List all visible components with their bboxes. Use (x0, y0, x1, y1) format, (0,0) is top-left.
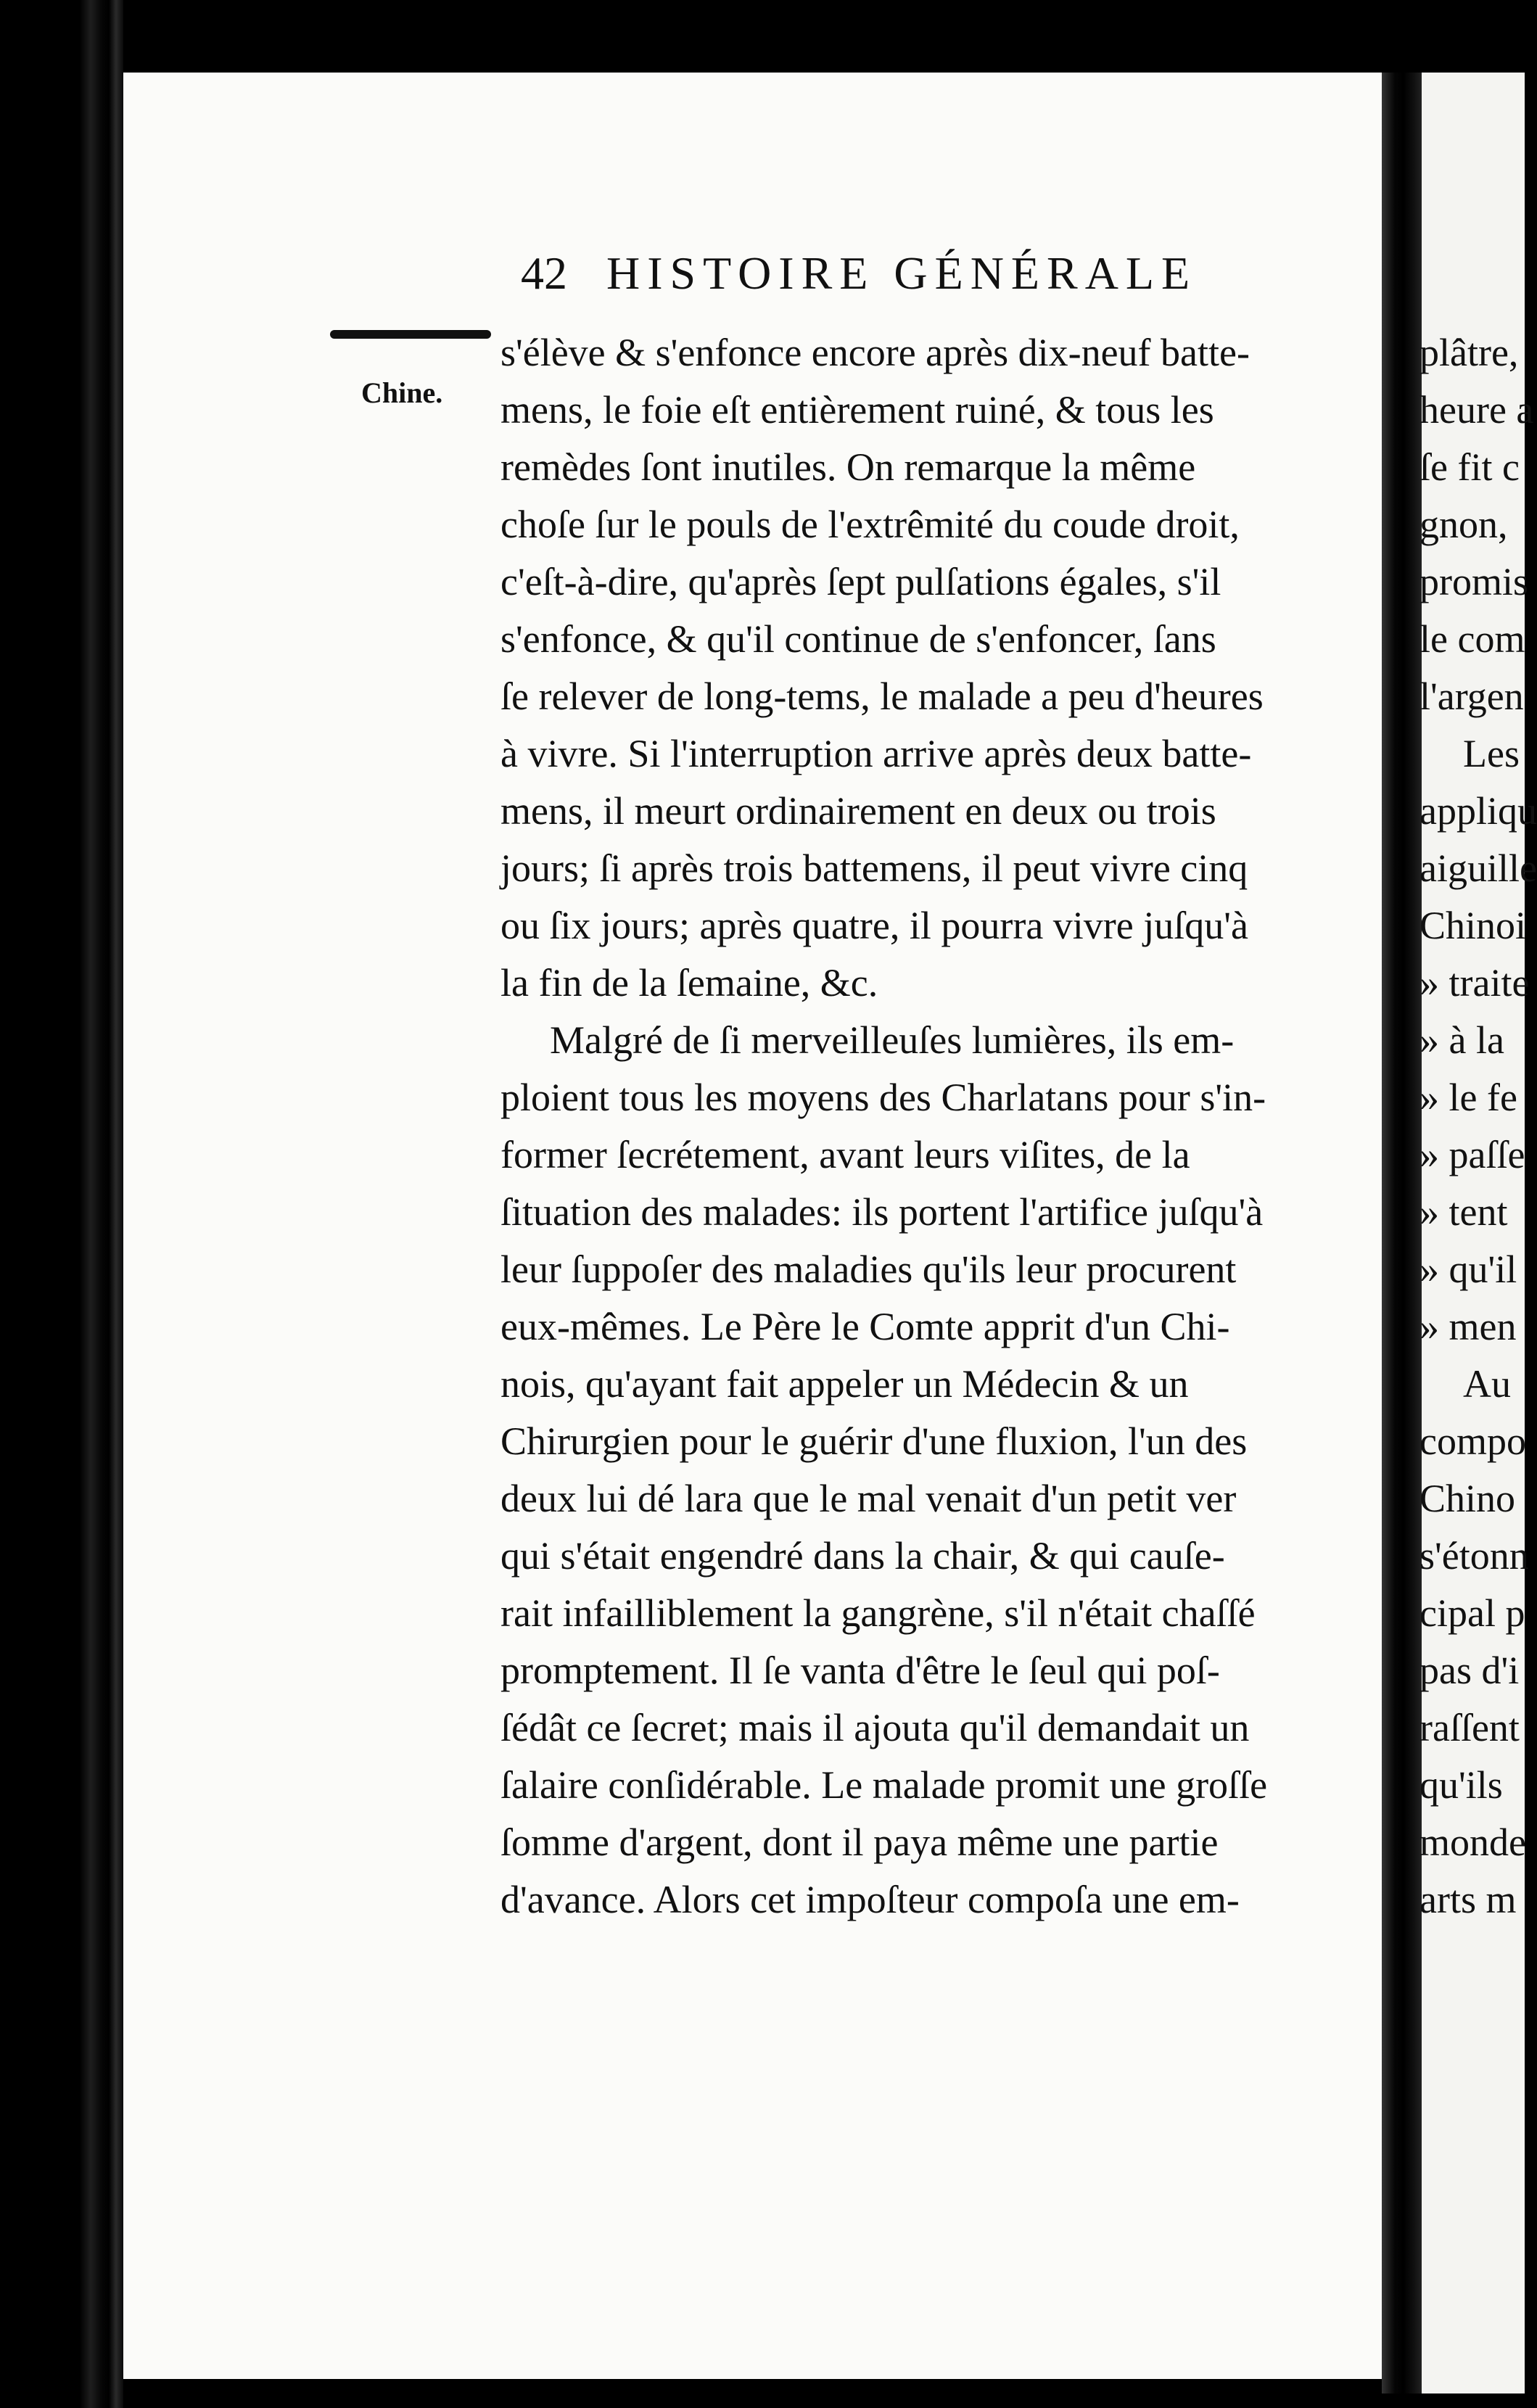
body-text (500, 324, 1382, 1929)
next-page-line: qu'ils (1419, 1763, 1503, 1807)
text-line: à vivre. Si l'interruption arrive après deux batte- (500, 732, 1252, 775)
next-page-line: » men (1419, 1305, 1517, 1348)
next-page-line: raſſent (1419, 1706, 1520, 1749)
running-header (521, 247, 1197, 300)
margin-note: Chine. (361, 376, 443, 409)
text-line: remèdes ſont inutiles. On remarque la même (500, 445, 1196, 489)
next-page-line: le com (1419, 617, 1525, 661)
next-page-line: cipal p (1419, 1591, 1525, 1635)
page-number: 42 (521, 247, 567, 299)
text-line: ſe relever de long-tems, le malade a peu d'heures (500, 675, 1264, 718)
text-line: ſalaire conſidérable. Le malade promit une groſſe (500, 1763, 1268, 1807)
text-line: ou ſix jours; après quatre, il pourra vivre juſqu'à (500, 904, 1248, 947)
next-page-line: » qu'il (1419, 1248, 1517, 1291)
text-line: deux lui dé lara que le mal venait d'un petit ver (500, 1477, 1237, 1520)
text-line: nois, qu'ayant fait appeler un Médecin & un (500, 1362, 1189, 1406)
text-line: former ſecrétement, avant leurs viſites, de la (500, 1133, 1190, 1176)
text-line: la fin de la ſemaine, &c. (500, 961, 878, 1005)
text-line: promptement. Il ſe vanta d'être le ſeul qui poſ- (500, 1649, 1220, 1692)
next-page-line: » à la (1419, 1018, 1504, 1062)
text-line: ſédât ce ſecret; mais il ajouta qu'il demandait un (500, 1706, 1250, 1749)
text-line: Malgré de ſi merveilleuſes lumières, ils em- (550, 1018, 1235, 1062)
next-page-line: Au (1463, 1362, 1511, 1406)
next-page-line: promis (1419, 560, 1529, 603)
next-page-line: heure a (1419, 388, 1534, 432)
book-spine-shadow (1382, 73, 1422, 2393)
text-line: ſomme d'argent, dont il paya même une partie (500, 1821, 1219, 1864)
next-page-line: » tent (1419, 1190, 1508, 1234)
text-line: choſe ſur le pouls de l'extrêmité du coude droit, (500, 503, 1240, 546)
running-title: HISTOIRE GÉNÉRALE (606, 247, 1198, 299)
next-page-text (1419, 324, 1537, 1929)
text-line: s'élève & s'enfonce encore après dix-neuf batte- (500, 331, 1250, 374)
text-line: d'avance. Alors cet impoſteur compoſa une em- (500, 1878, 1240, 1921)
next-page-line: » le fe (1419, 1076, 1517, 1119)
text-line: qui s'était engendré dans la chair, & qui cauſe- (500, 1534, 1225, 1578)
text-line: s'enfonce, & qu'il continue de s'enfoncer, ſans (500, 617, 1216, 661)
next-page-line: l'argen (1419, 675, 1524, 718)
next-page-line: Chino (1419, 1477, 1516, 1520)
text-line: mens, il meurt ordinairement en deux ou trois (500, 789, 1216, 833)
next-page-line: appliqu (1419, 789, 1537, 833)
text-line: leur ſuppoſer des maladies qu'ils leur procurent (500, 1248, 1237, 1291)
next-page-line: monde (1419, 1821, 1526, 1864)
text-line: eux-mêmes. Le Père le Comte apprit d'un Chi- (500, 1305, 1230, 1348)
next-page-line: s'étonn (1419, 1534, 1529, 1578)
text-line: c'eſt-à-dire, qu'après ſept pulſations égales, s'il (500, 560, 1221, 603)
scan-border-left (0, 0, 123, 2408)
next-page-line: pas d'i (1419, 1649, 1520, 1692)
next-page-line: arts m (1419, 1878, 1517, 1921)
next-page-line: aiguille (1419, 846, 1537, 890)
next-page-line: ſe fit c (1419, 445, 1520, 489)
next-page-line: » traite (1419, 961, 1530, 1005)
next-page-line: gnon, (1419, 503, 1508, 546)
text-line: Chirurgien pour le guérir d'une fluxion, l'un des (500, 1419, 1248, 1463)
margin-rule (330, 330, 491, 339)
next-page-line: compo (1419, 1419, 1526, 1463)
text-line: jours; ſi après trois battemens, il peut vivre cinq (500, 846, 1248, 890)
next-page-line: plâtre, (1419, 331, 1519, 374)
next-page-line: » paſſe (1419, 1133, 1525, 1176)
next-page-line: Chinoi (1419, 904, 1527, 947)
next-page-line: Les (1463, 732, 1520, 775)
text-line: ploient tous les moyens des Charlatans pour s'in- (500, 1076, 1266, 1119)
text-line: rait infailliblement la gangrène, s'il n'était chaſſé (500, 1591, 1256, 1635)
text-line: ſituation des malades: ils portent l'artifice juſqu'à (500, 1190, 1264, 1234)
text-line: mens, le foie eſt entièrement ruiné, & tous les (500, 388, 1214, 432)
